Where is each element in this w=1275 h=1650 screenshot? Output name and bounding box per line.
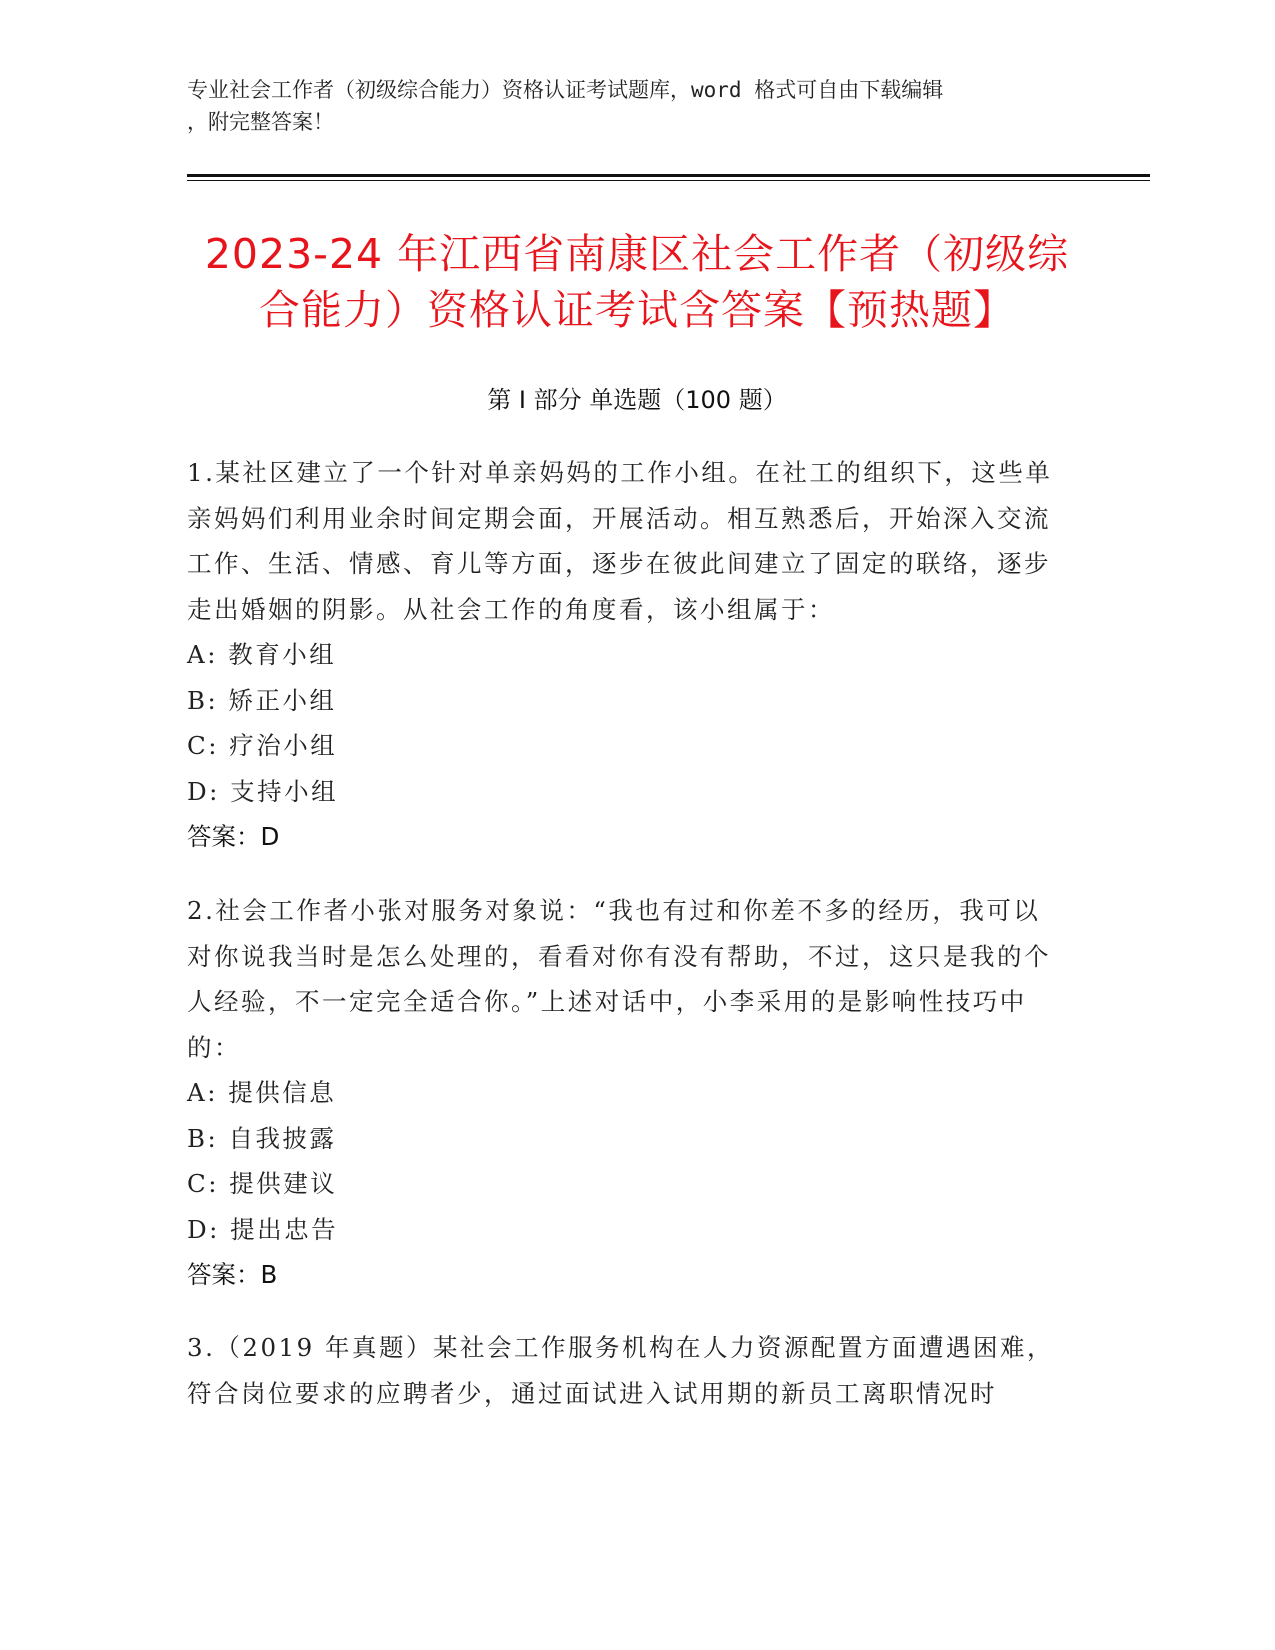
- question-3: [187, 1325, 1067, 1416]
- question-2: [187, 888, 1067, 1298]
- option-a: A: 教育小组: [187, 640, 337, 669]
- header-note: 专业社会工作者（初级综合能力）资格认证考试题库，word 格式可自由下载编辑 ，附完整答案！: [187, 78, 944, 134]
- answer: 答案：B: [187, 1260, 278, 1289]
- document-title: 2023-24 年江西省南康区社会工作者（初级综合能力）资格认证考试含答案【预热题】: [204, 230, 1070, 334]
- option-c: C: 提供建议: [187, 1169, 338, 1198]
- option-d: D: 支持小组: [187, 776, 339, 806]
- answer: 答案：D: [187, 822, 280, 851]
- header-divider-thick: [187, 174, 1150, 177]
- option-d: D: 提出忠告: [187, 1214, 339, 1244]
- question-stem: 1.某社区建立了一个针对单亲妈妈的工作小组。在社工的组织下，这些单亲妈妈们利用业余时间定期会面，开展活动。相互熟悉后，开始深入交流工作、生活、情感、育儿等方面，逐步在彼此间建立了固定的联络，逐步走出婚姻的阴影。从社会工作的角度看，该小组属于：: [187, 458, 1053, 624]
- header-divider-thin: [187, 180, 1150, 181]
- option-a: A: 提供信息: [187, 1078, 337, 1107]
- question-stem: 2.社会工作者小张对服务对象说：“我也有过和你差不多的经历，我可以对你说我当时是怎么处理的，看看对你有没有帮助，不过，这只是我的个人经验，不一定完全适合你。”上述对话中，小李采用的是影响性技巧中的：: [187, 896, 1051, 1062]
- option-b: B: 矫正小组: [187, 685, 337, 715]
- option-b: B: 自我披露: [187, 1123, 337, 1153]
- question-1: [187, 450, 1067, 860]
- question-stem: 3.（2019 年真题）某社会工作服务机构在人力资源配置方面遭遇困难，符合岗位要求的应聘者少，通过面试进入试用期的新员工离职情况时: [187, 1333, 1055, 1408]
- option-c: C: 疗治小组: [187, 731, 338, 760]
- section-title: 第 I 部分 单选题（100 题）: [487, 386, 787, 414]
